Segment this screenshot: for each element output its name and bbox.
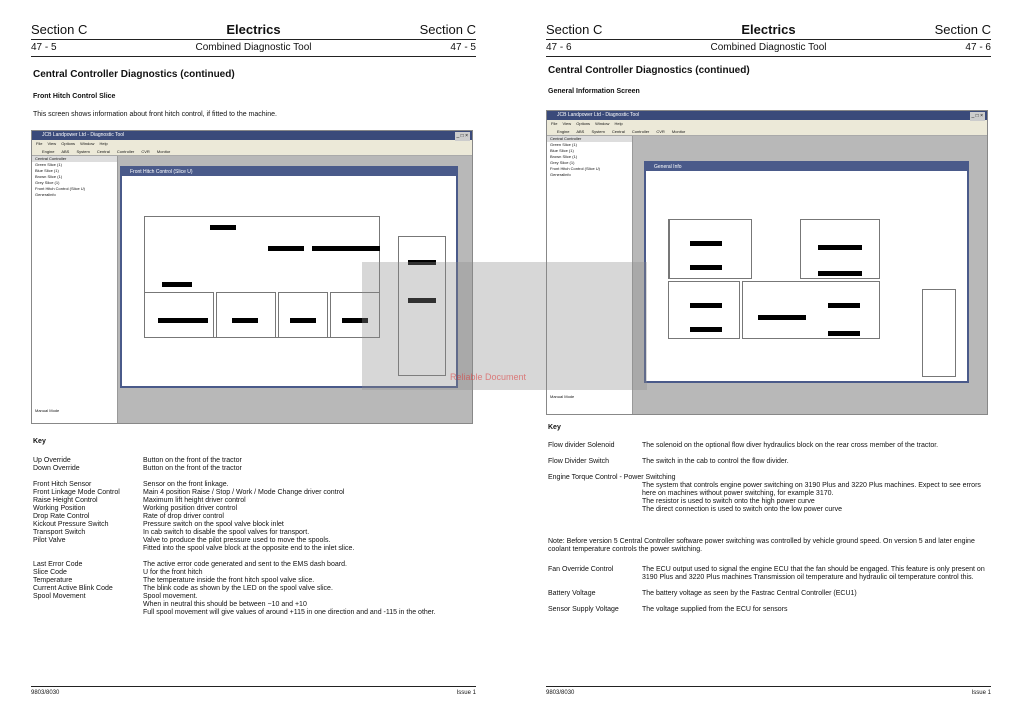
window-controls: _ □ × xyxy=(971,113,983,119)
sidebar-item: Blue Slice (1) xyxy=(35,168,59,173)
sidebar-item: Grey Slice (1) xyxy=(35,180,60,185)
sidebar-header: Central Controller xyxy=(32,156,117,162)
key-term: Flow Divider Switch xyxy=(548,458,610,465)
page-subheader xyxy=(31,42,476,57)
general-info-panel xyxy=(644,161,969,383)
diagram-box xyxy=(144,292,214,338)
key-list xyxy=(33,457,463,617)
key-row xyxy=(33,609,463,617)
sidebar-item: Front Hitch Control (Slice U) xyxy=(550,166,601,171)
key-row xyxy=(548,482,988,498)
key-row xyxy=(33,593,463,601)
chapter-title: Electrics xyxy=(226,22,281,37)
key-row xyxy=(33,569,463,577)
key-term: Transport Switch xyxy=(33,529,86,536)
key-row xyxy=(33,457,463,465)
key-term: Down Override xyxy=(33,465,80,472)
sidebar-item: Generalinfo xyxy=(35,192,56,197)
key-term: Sensor Supply Voltage xyxy=(548,606,619,613)
sidebar-item: Front Hitch Control (Slice U) xyxy=(35,186,86,191)
key-term xyxy=(33,473,143,481)
key-heading: Key xyxy=(548,424,561,431)
key-description: When in neutral this should be between −10 and +10 xyxy=(143,601,307,608)
key-row xyxy=(33,561,463,569)
sidebar-item: Grey Slice (1) xyxy=(550,160,575,165)
diagram-box xyxy=(922,289,956,377)
section-label: Section C xyxy=(419,22,476,37)
key-description: The direct connection is used to switch onto the low power curve xyxy=(642,506,842,513)
key-description xyxy=(642,598,988,606)
key-row xyxy=(548,566,988,582)
doc-number: 9803/8030 xyxy=(546,690,575,696)
sidebar-header: Central Controller xyxy=(547,136,632,142)
key-description: The voltage supplied from the ECU for sensors xyxy=(642,606,788,613)
key-description: Main 4 position Raise / Stop / Work / Mode Change driver control xyxy=(143,489,345,496)
mode-label: Manual Mode xyxy=(550,394,575,399)
key-term xyxy=(548,450,642,458)
key-description: Button on the front of the tractor xyxy=(143,457,242,464)
key-term xyxy=(33,601,143,609)
key-term: Temperature xyxy=(33,577,73,584)
key-term: Last Error Code xyxy=(33,561,83,568)
diagram-box xyxy=(668,219,752,279)
key-row xyxy=(33,545,463,553)
key-term xyxy=(33,545,143,553)
doc-number: 9803/8030 xyxy=(31,690,60,696)
page-footer xyxy=(31,686,476,696)
key-list xyxy=(548,566,988,614)
key-description: Pressure switch on the spool valve block inlet xyxy=(143,521,284,528)
sidebar-item: Blue Slice (1) xyxy=(550,148,574,153)
key-row xyxy=(548,590,988,598)
menu-bar: File View Options Window Help xyxy=(547,120,987,127)
key-description xyxy=(676,474,989,482)
key-row xyxy=(33,489,463,497)
key-term xyxy=(548,598,642,606)
section-label: Section C xyxy=(934,22,991,37)
intro-text: This screen shows information about front hitch control, if fitted to the machine. xyxy=(33,111,277,118)
key-description: The ECU output used to signal the engine ECU that the fan should be engaged. This feature is only present on 3190 Plus and 3220 Plus machines Transmission oil temperature and hydraulic oil temperature control this. xyxy=(642,566,985,581)
key-row xyxy=(33,497,463,505)
key-row xyxy=(33,529,463,537)
watermark: Reliable Document xyxy=(362,262,647,390)
section-heading: Central Controller Diagnostics (continued) xyxy=(33,69,235,80)
window-controls: _ □ × xyxy=(456,133,468,139)
key-term: Up Override xyxy=(33,457,71,464)
key-description: Button on the front of the tractor xyxy=(143,465,242,472)
key-description: Working position driver control xyxy=(143,505,238,512)
issue-label: Issue 1 xyxy=(456,690,476,696)
key-description: Spool movement. xyxy=(143,593,198,600)
page-header xyxy=(31,20,476,40)
page-footer xyxy=(546,686,991,696)
key-list xyxy=(548,442,988,514)
page-number: 47 - 6 xyxy=(965,42,991,53)
app-titlebar: JCB Landpower Ltd - Diagnostic Tool _ □ × xyxy=(547,111,987,120)
key-term: Current Active Blink Code xyxy=(33,585,113,592)
sidebar-item: Brown Slice (1) xyxy=(35,174,63,179)
key-term: Front Hitch Sensor xyxy=(33,481,92,488)
key-row xyxy=(33,481,463,489)
key-term: Battery Voltage xyxy=(548,590,596,597)
key-term: Front Linkage Mode Control xyxy=(33,489,120,496)
key-term xyxy=(548,506,642,514)
key-row xyxy=(548,442,988,450)
key-description xyxy=(143,553,463,561)
issue-label: Issue 1 xyxy=(971,690,991,696)
key-description: The switch in the cab to control the flow divider. xyxy=(642,458,789,465)
sidebar-item: Green Slice (1) xyxy=(35,162,62,167)
mode-label: Manual Mode xyxy=(35,408,60,413)
tab-bar: Engine ABS System Central Controller CVR Monitor xyxy=(547,127,987,136)
key-description: The resistor is used to switch onto the high power curve xyxy=(642,498,815,505)
key-row xyxy=(548,606,988,614)
sidebar-item: Generalinfo xyxy=(550,172,571,177)
key-row xyxy=(33,585,463,593)
key-description: Maximum lift height driver control xyxy=(143,497,246,504)
page-number: 47 - 5 xyxy=(31,42,57,53)
key-term xyxy=(548,498,642,506)
key-row xyxy=(548,458,988,466)
page-header xyxy=(546,20,991,40)
key-term: Kickout Pressure Switch xyxy=(33,521,109,528)
subtitle: Combined Diagnostic Tool xyxy=(195,42,312,53)
key-description xyxy=(642,582,988,590)
key-term xyxy=(33,553,143,561)
panel-title: Front Hitch Control (Slice U) xyxy=(122,168,456,176)
sidebar-item: Brown Slice (1) xyxy=(550,154,578,159)
key-term xyxy=(33,609,143,617)
tab-bar: Engine ABS System Central Controller CVR Monitor xyxy=(32,147,472,156)
key-term: Spool Movement xyxy=(33,593,86,600)
diagram-box xyxy=(278,292,328,338)
key-row xyxy=(33,473,463,481)
key-row xyxy=(548,506,988,514)
key-description: The active error code generated and sent to the EMS dash board. xyxy=(143,561,347,568)
key-term: Drop Rate Control xyxy=(33,513,90,520)
key-description: The solenoid on the optional flow diver hydraulics block on the rear cross member of the tractor. xyxy=(642,442,939,449)
key-description: Rate of drop driver control xyxy=(143,513,224,520)
key-description xyxy=(143,473,463,481)
key-description: Full spool movement will give values of around +115 in one direction and and -115 in the other. xyxy=(143,609,436,616)
key-term: Engine Torque Control - Power Switching xyxy=(548,474,676,481)
chapter-title: Electrics xyxy=(741,22,796,37)
key-term: Pilot Valve xyxy=(33,537,66,544)
key-row xyxy=(548,498,988,506)
section-label: Section C xyxy=(31,22,88,37)
key-description: The blink code as shown by the LED on the spool valve slice. xyxy=(143,585,333,592)
page-subheader xyxy=(546,42,991,57)
key-row xyxy=(548,466,988,474)
key-term: Fan Override Control xyxy=(548,566,614,573)
subheading: General Information Screen xyxy=(548,88,640,95)
key-term: Slice Code xyxy=(33,569,67,576)
key-term xyxy=(548,466,642,474)
key-row xyxy=(33,601,463,609)
key-row xyxy=(33,465,463,473)
section-heading: Central Controller Diagnostics (continued) xyxy=(548,65,750,76)
app-titlebar: JCB Landpower Ltd - Diagnostic Tool _ □ × xyxy=(32,131,472,140)
key-row xyxy=(33,553,463,561)
key-row xyxy=(548,598,988,606)
menu-bar: File View Options Window Help xyxy=(32,140,472,147)
key-heading: Key xyxy=(33,438,46,445)
key-description: Fitted into the spool valve block at the opposite end to the inlet slice. xyxy=(143,545,355,552)
key-description: U for the front hitch xyxy=(143,569,203,576)
key-row xyxy=(33,513,463,521)
key-term xyxy=(548,582,642,590)
key-row xyxy=(33,577,463,585)
key-description: The temperature inside the front hitch spool valve slice. xyxy=(143,577,315,584)
key-term: Flow divider Solenoid xyxy=(548,442,615,449)
key-term xyxy=(548,482,642,498)
section-label: Section C xyxy=(546,22,603,37)
panel-title: General Info xyxy=(646,163,967,171)
key-row xyxy=(548,582,988,590)
diagram-box xyxy=(216,292,276,338)
key-description xyxy=(642,450,988,458)
key-description xyxy=(642,466,988,474)
key-term: Raise Height Control xyxy=(33,497,98,504)
key-description: Valve to produce the pilot pressure used to move the spools. xyxy=(143,537,331,544)
sidebar-item: Green Slice (1) xyxy=(550,142,577,147)
key-description: The system that controls engine power switching on 3190 Plus and 3220 Plus machines. Expect to see errors here on machines without power switching, for example 3170. xyxy=(642,482,981,497)
key-row xyxy=(548,450,988,458)
subheading: Front Hitch Control Slice xyxy=(33,93,116,100)
key-description: Sensor on the front linkage. xyxy=(143,481,229,488)
note-text: Note: Before version 5 Central Controller software power switching was controlled by vehicle ground speed. On version 5 and later engine coolant temperature controls the power switching. xyxy=(548,538,975,553)
key-row xyxy=(33,537,463,545)
key-row xyxy=(33,505,463,513)
sidebar xyxy=(32,156,118,424)
subtitle: Combined Diagnostic Tool xyxy=(710,42,827,53)
key-description: The battery voltage as seen by the Fastrac Central Controller (ECU1) xyxy=(642,590,857,597)
key-description: In cab switch to disable the spool valves for transport. xyxy=(143,529,310,536)
page-number: 47 - 5 xyxy=(450,42,476,53)
key-term: Working Position xyxy=(33,505,86,512)
key-row xyxy=(548,474,988,482)
page-number: 47 - 6 xyxy=(546,42,572,53)
key-row xyxy=(33,521,463,529)
